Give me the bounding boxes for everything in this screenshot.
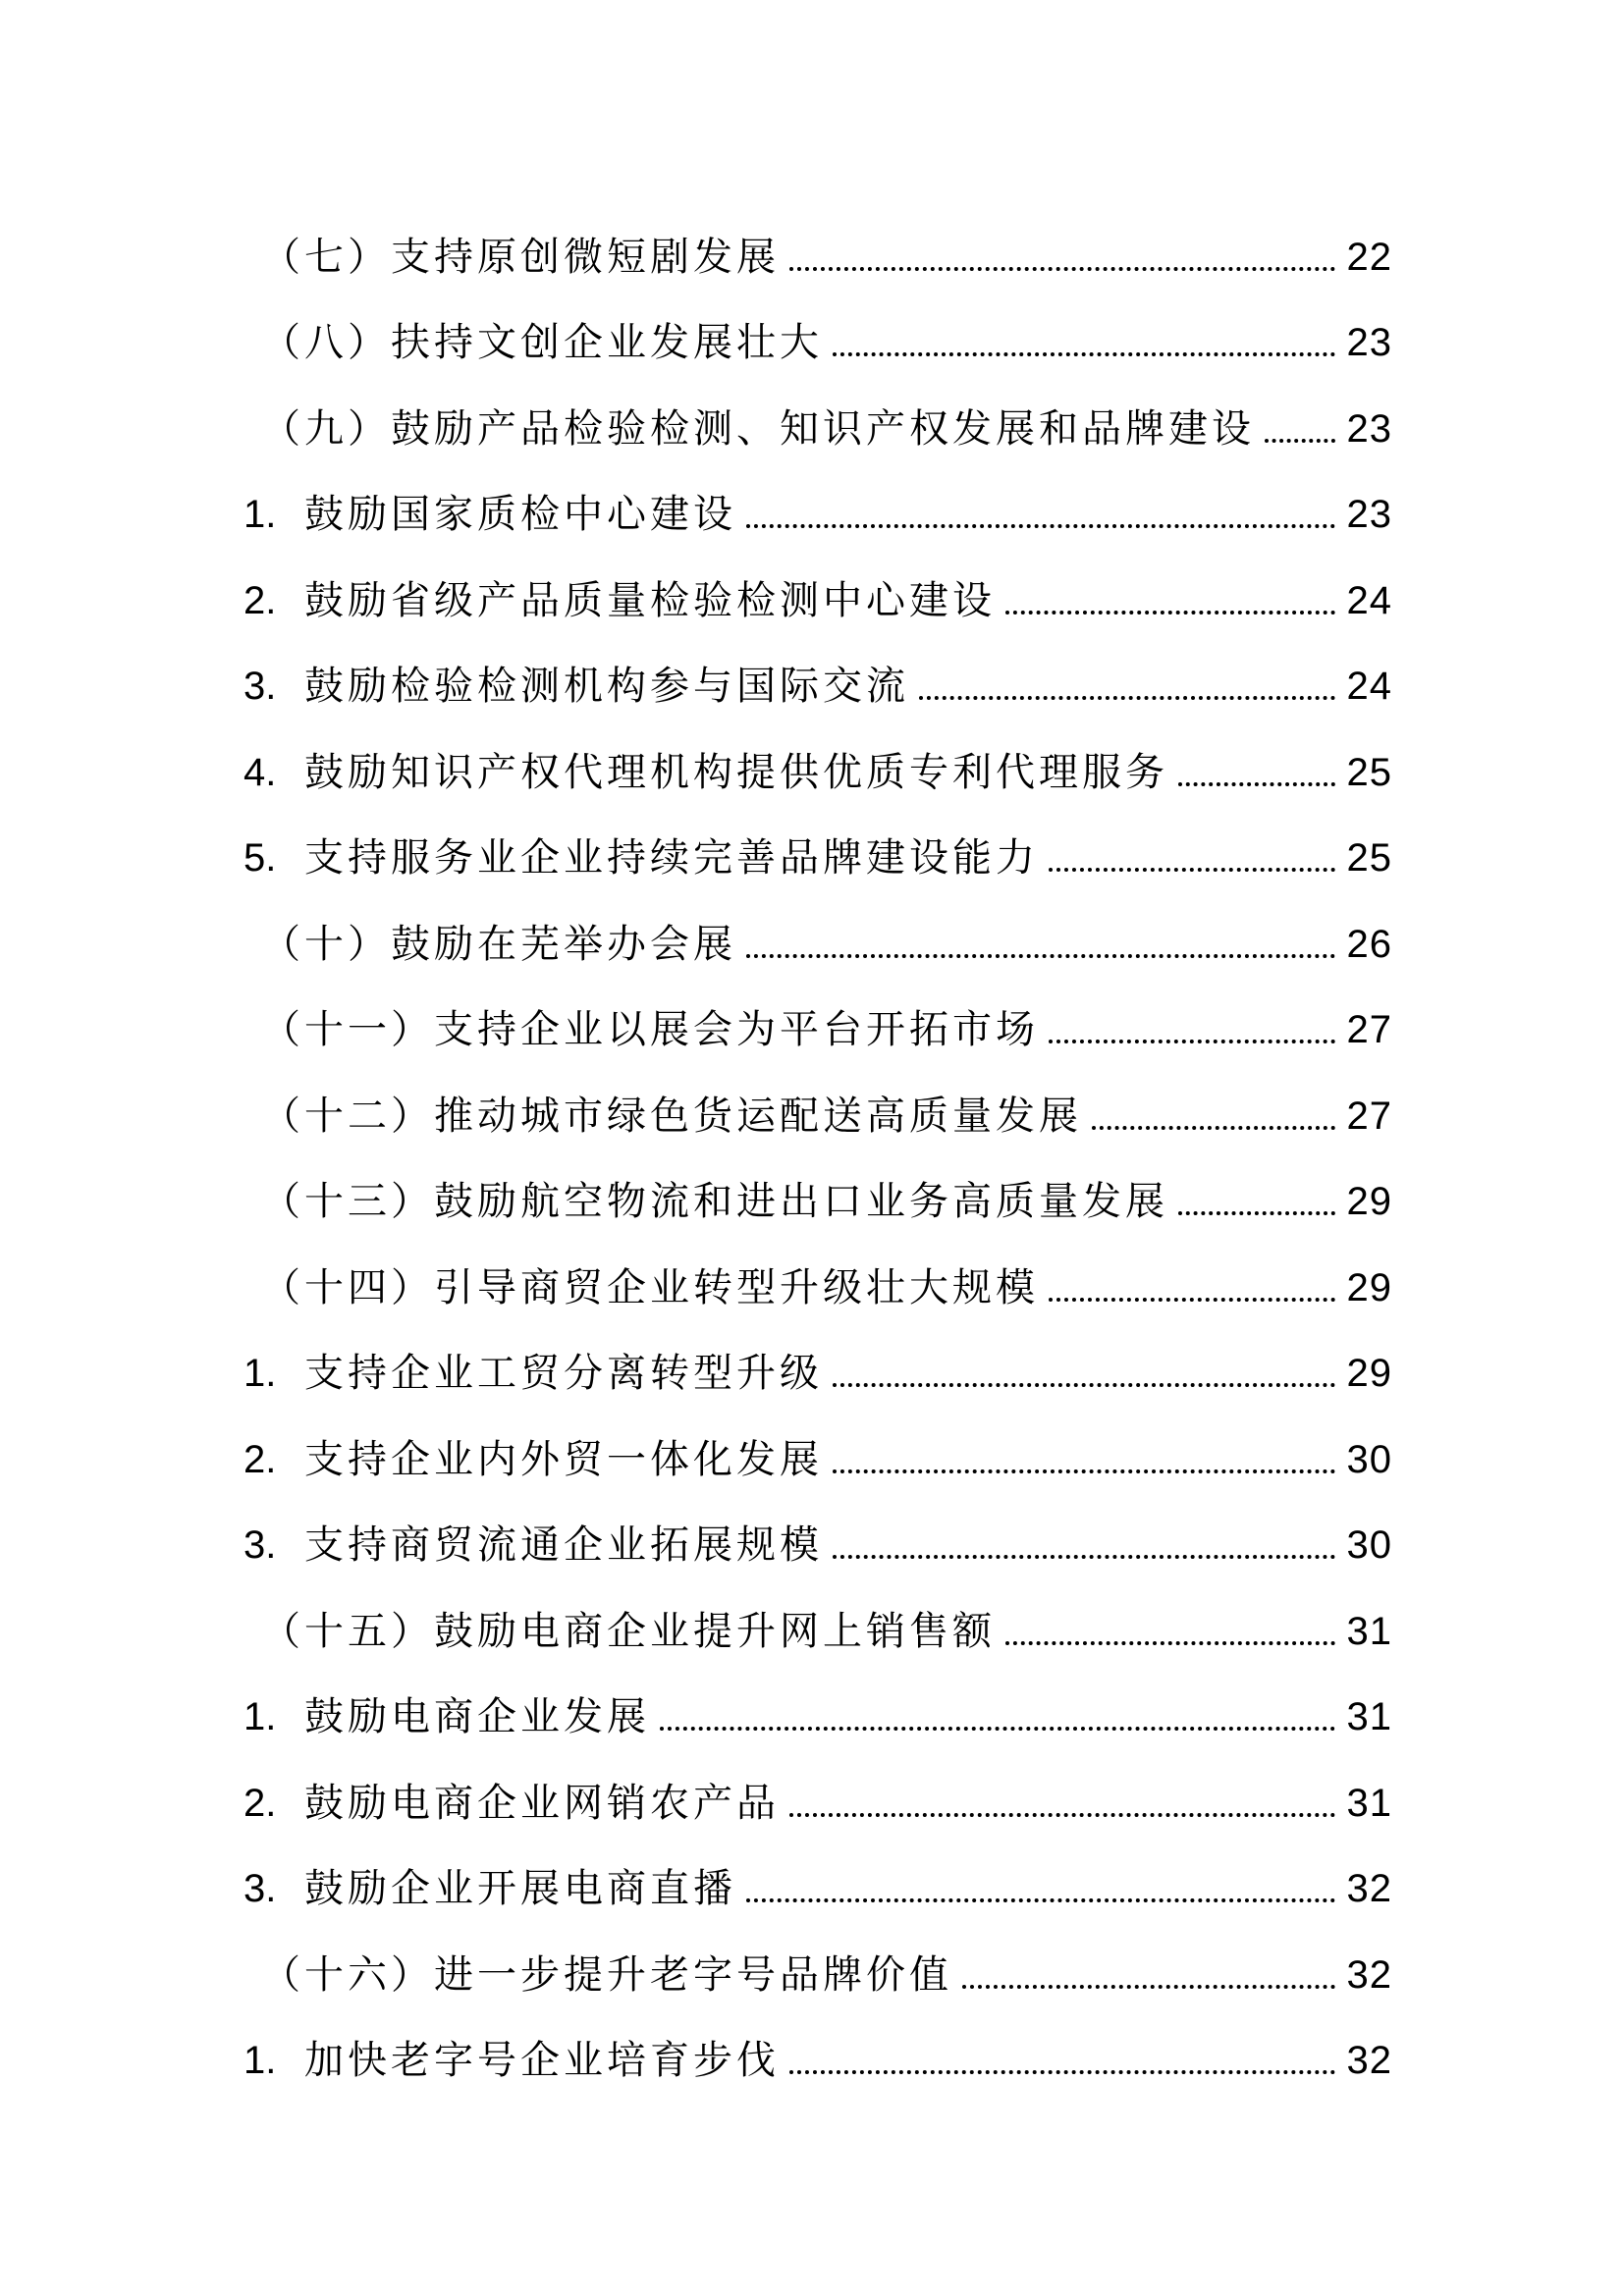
toc-entry-page: 32 <box>1346 2039 1392 2083</box>
toc-entry-title: （十四）引导商贸企业转型升级壮大规模 <box>261 1264 1039 1310</box>
toc-entry-page: 31 <box>1346 1781 1392 1825</box>
toc-entry-page: 23 <box>1346 321 1392 365</box>
toc-entry-title: （七）支持原创微短剧发展 <box>261 234 780 280</box>
toc-entry-page: 30 <box>1346 1523 1392 1568</box>
toc-entry-title: 鼓励企业开展电商直播 <box>304 1866 736 1912</box>
toc-entry[interactable] <box>244 214 1392 300</box>
toc-leader-dots <box>833 352 1335 356</box>
toc-leader-dots <box>833 1555 1335 1559</box>
toc-leader-dots <box>1178 782 1335 786</box>
toc-entry-number: 4. <box>244 750 277 794</box>
toc-entry-page: 26 <box>1346 922 1392 966</box>
toc-entry-title: 鼓励电商企业发展 <box>304 1694 650 1740</box>
toc-leader-dots <box>1265 439 1335 443</box>
toc-leader-dots <box>746 954 1335 958</box>
toc-entry[interactable] <box>244 729 1392 816</box>
toc-entry-number: 2. <box>244 1437 277 1481</box>
toc-entry[interactable] <box>244 386 1392 472</box>
toc-entry[interactable] <box>244 1245 1392 1331</box>
toc-leader-dots <box>1049 868 1335 872</box>
toc-entry-page: 32 <box>1346 1867 1392 1911</box>
toc-leader-dots <box>833 1383 1335 1387</box>
toc-entry-title: 支持商贸流通企业拓展规模 <box>304 1522 823 1569</box>
toc-entry-title: （九）鼓励产品检验检测、知识产权发展和品牌建设 <box>261 405 1255 452</box>
toc-entry-number: 1. <box>244 1352 277 1396</box>
toc-entry-title: （八）扶持文创企业发展壮大 <box>261 320 823 366</box>
toc-entry-title: 鼓励国家质检中心建设 <box>304 492 736 538</box>
toc-leader-dots <box>1005 611 1335 614</box>
toc-entry-page: 25 <box>1346 750 1392 794</box>
toc-entry-number: 2. <box>244 578 277 622</box>
toc-leader-dots <box>1092 1126 1335 1130</box>
toc-leader-dots <box>1005 1641 1335 1645</box>
toc-entry[interactable] <box>244 1331 1392 1417</box>
toc-entry[interactable] <box>244 901 1392 988</box>
toc-entry-page: 31 <box>1346 1695 1392 1739</box>
toc-entry-page: 24 <box>1346 665 1392 709</box>
toc-leader-dots <box>919 696 1335 700</box>
toc-entry[interactable] <box>244 1760 1392 1846</box>
toc-entry-page: 23 <box>1346 406 1392 451</box>
toc-leader-dots <box>789 2070 1335 2074</box>
toc-entry-title: 鼓励省级产品质量检验检测中心建设 <box>304 577 996 623</box>
toc-entry[interactable] <box>244 1846 1392 1933</box>
toc-entry-page: 23 <box>1346 493 1392 537</box>
toc-entry[interactable] <box>244 1932 1392 2018</box>
toc-leader-dots <box>1049 1298 1335 1302</box>
toc-entry[interactable] <box>244 558 1392 644</box>
toc-leader-dots <box>746 524 1335 528</box>
toc-entry-title: 支持企业内外贸一体化发展 <box>304 1436 823 1482</box>
toc-entry-page: 24 <box>1346 578 1392 622</box>
toc-entry-number: 1. <box>244 1695 277 1739</box>
toc-entry-number: 1. <box>244 493 277 537</box>
toc-leader-dots <box>1178 1211 1335 1215</box>
toc-entry-title: （十六）进一步提升老字号品牌价值 <box>261 1951 952 1998</box>
toc-entry-page: 29 <box>1346 1265 1392 1309</box>
toc-entry-title: （十）鼓励在芜举办会展 <box>261 921 736 967</box>
toc-entry[interactable] <box>244 1073 1392 1159</box>
toc-entry-title: （十五）鼓励电商企业提升网上销售额 <box>261 1608 996 1654</box>
toc-leader-dots <box>833 1469 1335 1473</box>
toc-entry[interactable] <box>244 300 1392 387</box>
toc-entry-title: 支持服务业企业持续完善品牌建设能力 <box>304 835 1039 881</box>
toc-entry[interactable] <box>244 816 1392 902</box>
toc-entry-page: 27 <box>1346 1008 1392 1052</box>
toc-entry-number: 3. <box>244 665 277 709</box>
toc-entry-page: 30 <box>1346 1437 1392 1481</box>
toc-leader-dots <box>660 1727 1335 1731</box>
toc-entry-title: 加快老字号企业培育步伐 <box>304 2038 780 2084</box>
toc-entry-page: 22 <box>1346 235 1392 279</box>
toc-entry-title: 鼓励电商企业网销农产品 <box>304 1780 780 1826</box>
toc-entry[interactable] <box>244 988 1392 1074</box>
toc-entry-page: 31 <box>1346 1609 1392 1653</box>
toc-entry-page: 29 <box>1346 1352 1392 1396</box>
toc-entry-title: 鼓励知识产权代理机构提供优质专利代理服务 <box>304 749 1168 795</box>
toc-entry-number: 5. <box>244 836 277 881</box>
toc-leader-dots <box>789 267 1335 271</box>
toc-entry[interactable] <box>244 1588 1392 1675</box>
toc-leader-dots <box>1049 1040 1335 1043</box>
toc-entry-number: 3. <box>244 1523 277 1568</box>
toc-entry[interactable] <box>244 472 1392 559</box>
toc-entry[interactable] <box>244 1159 1392 1246</box>
toc-entry-title: 支持企业工贸分离转型升级 <box>304 1351 823 1397</box>
toc-entry-title: （十二）推动城市绿色货运配送高质量发展 <box>261 1093 1082 1139</box>
table-of-contents <box>244 214 1392 2104</box>
toc-entry-page: 25 <box>1346 836 1392 881</box>
toc-leader-dots <box>789 1813 1335 1817</box>
toc-entry-page: 29 <box>1346 1180 1392 1224</box>
toc-entry[interactable] <box>244 1503 1392 1589</box>
toc-entry[interactable] <box>244 1416 1392 1503</box>
toc-leader-dots <box>962 1985 1335 1989</box>
toc-entry-title: （十三）鼓励航空物流和进出口业务高质量发展 <box>261 1179 1168 1225</box>
toc-entry[interactable] <box>244 1675 1392 1761</box>
toc-entry-title: 鼓励检验检测机构参与国际交流 <box>304 664 909 710</box>
toc-entry-page: 27 <box>1346 1094 1392 1138</box>
toc-entry-title: （十一）支持企业以展会为平台开拓市场 <box>261 1007 1039 1053</box>
toc-entry[interactable] <box>244 644 1392 730</box>
toc-entry-number: 1. <box>244 2039 277 2083</box>
toc-entry[interactable] <box>244 2018 1392 2105</box>
toc-entry-page: 32 <box>1346 1952 1392 1997</box>
toc-leader-dots <box>746 1898 1335 1902</box>
toc-entry-number: 3. <box>244 1867 277 1911</box>
toc-entry-number: 2. <box>244 1781 277 1825</box>
